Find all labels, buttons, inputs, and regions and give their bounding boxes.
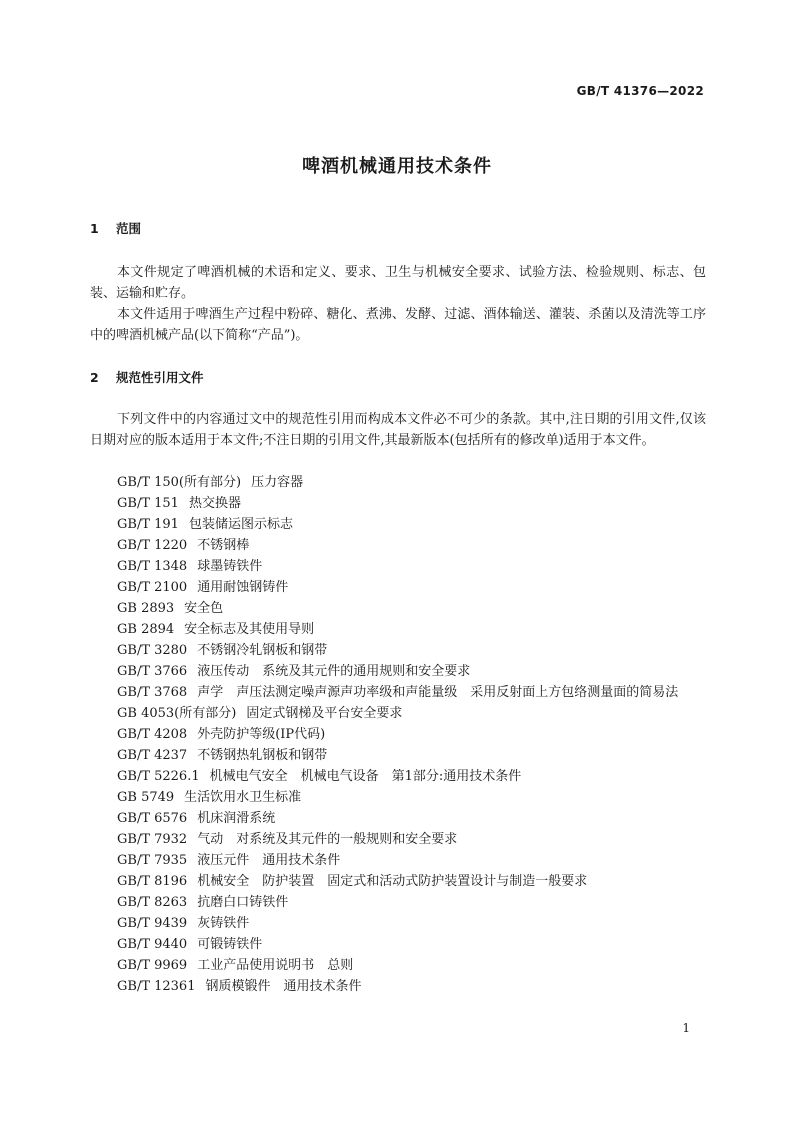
reference-code: GB/T 12361 (117, 979, 196, 994)
reference-code: GB/T 9969 (117, 958, 188, 973)
reference-code: GB/T 191 (117, 517, 179, 532)
reference-title: 通用耐蚀钢铸件 (197, 580, 289, 595)
reference-code: GB/T 9439 (117, 916, 188, 931)
reference-item (90, 808, 706, 829)
section-2-title: 规范性引用文件 (116, 370, 204, 385)
reference-item (90, 724, 706, 745)
reference-item (90, 850, 706, 871)
reference-code: GB 2894 (117, 622, 175, 637)
reference-title: 包装储运图示标志 (188, 517, 293, 532)
reference-item (90, 703, 706, 724)
reference-list (90, 472, 706, 997)
reference-item (90, 829, 706, 850)
reference-title: 气动 对系统及其元件的一般规则和安全要求 (197, 832, 458, 847)
section-2-intro: 下列文件中的内容通过文中的规范性引用而构成本文件必不可少的条款。其中,注日期的引用文件,仅该日期对应的版本适用于本文件;不注日期的引用文件,其最新版本(包括所有的修改单)适用于本文件。 (90, 412, 706, 448)
reference-title: 固定式钢梯及平台安全要求 (246, 706, 403, 721)
reference-item (90, 913, 706, 934)
reference-code: GB/T 8263 (117, 895, 188, 910)
reference-code: GB/T 7935 (117, 853, 188, 868)
reference-item (90, 619, 706, 640)
section-1-paragraph-1: 本文件规定了啤酒机械的术语和定义、要求、卫生与机械安全要求、试验方法、检验规则、标志、包装、运输和贮存。 (90, 265, 706, 301)
reference-title: 球墨铸铁件 (197, 559, 263, 574)
section-1-paragraph-2: 本文件适用于啤酒生产过程中粉碎、糖化、煮沸、发酵、过滤、酒体输送、灌装、杀菌以及清洗等工序中的啤酒机械产品(以下简称“产品”)。 (90, 307, 706, 343)
reference-item (90, 934, 706, 955)
reference-code: GB/T 1220 (117, 538, 188, 553)
reference-item (90, 577, 706, 598)
reference-code: GB/T 1348 (117, 559, 188, 574)
reference-code: GB/T 3280 (117, 643, 188, 658)
reference-item (90, 661, 706, 682)
reference-title: 机械安全 防护装置 固定式和活动式防护装置设计与制造一般要求 (197, 874, 588, 889)
reference-item (90, 766, 706, 787)
document-title: 啤酒机械通用技术条件 (302, 156, 492, 177)
page-number: 1 (682, 1021, 690, 1035)
reference-title: 抗磨白口铸铁件 (197, 895, 289, 910)
reference-item (90, 892, 706, 913)
reference-code: GB/T 9440 (117, 937, 188, 952)
reference-item (90, 640, 706, 661)
reference-code: GB 4053(所有部分) (117, 706, 237, 721)
section-1-title: 范围 (116, 221, 142, 236)
reference-title: 压力容器 (251, 475, 304, 490)
reference-code: GB 2893 (117, 601, 175, 616)
reference-item (90, 556, 706, 577)
reference-title: 安全标志及其使用导则 (184, 622, 315, 637)
reference-item (90, 871, 706, 892)
reference-code: GB/T 151 (117, 496, 179, 511)
reference-title: 液压传动 系统及其元件的通用规则和安全要求 (197, 664, 471, 679)
reference-code: GB/T 3768 (117, 685, 188, 700)
reference-title: 灰铸铁件 (197, 916, 250, 931)
section-2-number: 2 (90, 370, 99, 385)
reference-title: 机床润滑系统 (197, 811, 276, 826)
reference-item (90, 955, 706, 976)
reference-item (90, 682, 706, 703)
reference-title: 液压元件 通用技术条件 (197, 853, 341, 868)
reference-code: GB/T 7932 (117, 832, 188, 847)
standard-code: GB/T 41376—2022 (576, 84, 704, 98)
section-1-heading (90, 219, 141, 239)
reference-code: GB/T 2100 (117, 580, 188, 595)
section-2-heading (90, 368, 204, 388)
reference-item (90, 745, 706, 766)
reference-item (90, 976, 706, 997)
reference-code: GB/T 150(所有部分) (117, 475, 242, 490)
reference-title: 工业产品使用说明书 总则 (197, 958, 354, 973)
reference-title: 不锈钢冷轧钢板和钢带 (197, 643, 328, 658)
reference-item (90, 514, 706, 535)
reference-title: 外壳防护等级(IP代码) (197, 727, 326, 742)
reference-title: 机械电气安全 机械电气设备 第1部分:通用技术条件 (209, 769, 522, 784)
reference-code: GB/T 3766 (117, 664, 188, 679)
reference-code: GB/T 4208 (117, 727, 188, 742)
reference-item (90, 598, 706, 619)
reference-code: GB/T 5226.1 (117, 769, 200, 784)
reference-item (90, 472, 706, 493)
reference-item (90, 493, 706, 514)
reference-code: GB 5749 (117, 790, 175, 805)
reference-title: 声学 声压法测定噪声源声功率级和声能量级 采用反射面上方包络测量面的简易法 (197, 685, 679, 700)
reference-title: 不锈钢热轧钢板和钢带 (197, 748, 328, 763)
reference-title: 可锻铸铁件 (197, 937, 263, 952)
reference-title: 安全色 (184, 601, 224, 616)
section-1-number: 1 (90, 221, 99, 236)
reference-code: GB/T 6576 (117, 811, 188, 826)
reference-title: 钢质模锻件 通用技术条件 (205, 979, 362, 994)
reference-code: GB/T 8196 (117, 874, 188, 889)
reference-title: 不锈钢棒 (197, 538, 250, 553)
reference-code: GB/T 4237 (117, 748, 188, 763)
reference-item (90, 787, 706, 808)
reference-title: 生活饮用水卫生标准 (184, 790, 302, 805)
reference-title: 热交换器 (188, 496, 241, 511)
reference-item (90, 535, 706, 556)
